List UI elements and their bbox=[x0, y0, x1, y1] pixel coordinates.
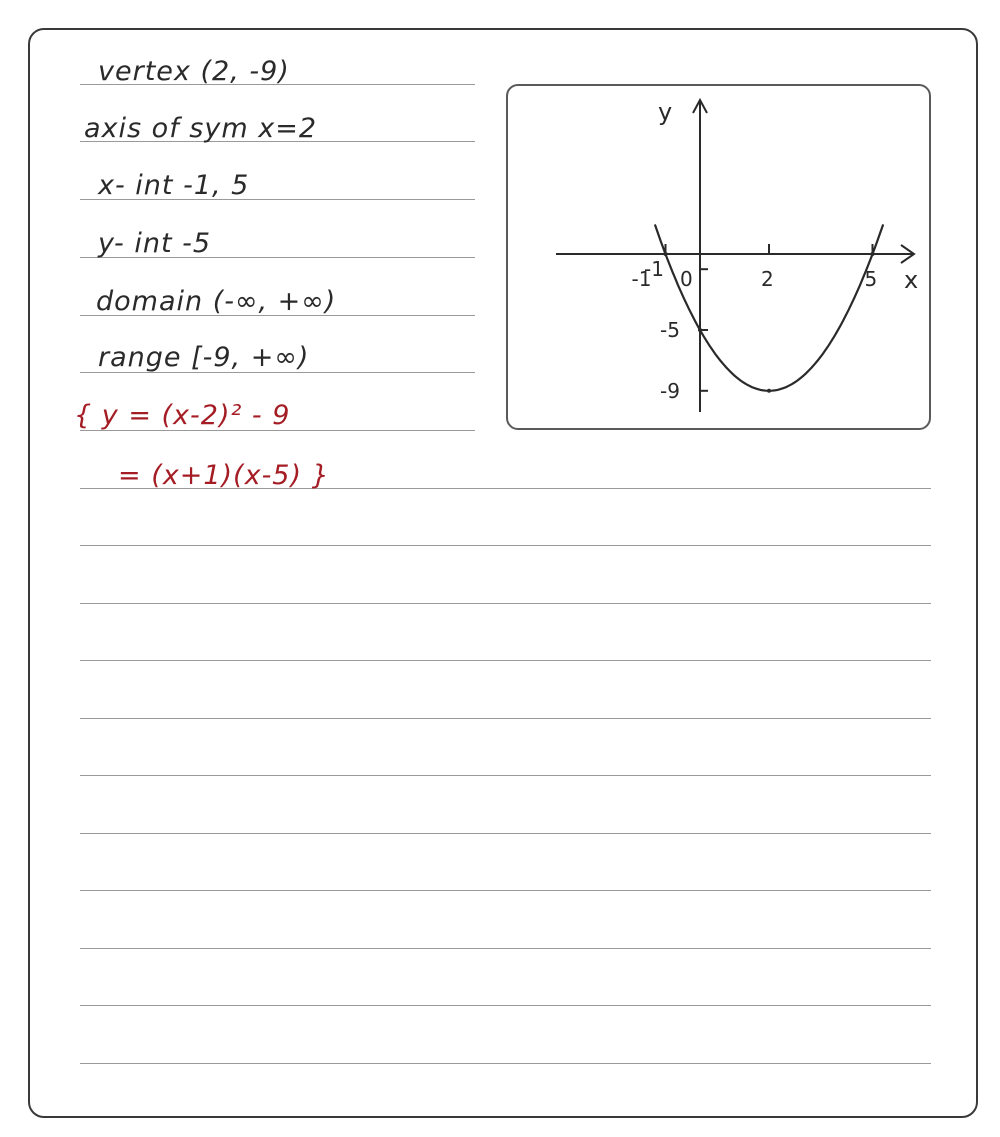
ruled-line bbox=[80, 833, 931, 834]
y-tick-label: -1 bbox=[644, 257, 664, 282]
vertex-note: vertex (2, -9) bbox=[98, 56, 290, 87]
ruled-line bbox=[80, 1005, 931, 1006]
axis-of-symmetry-note: axis of sym x=2 bbox=[84, 113, 317, 144]
x-axis-label: x bbox=[904, 266, 919, 294]
ruled-line bbox=[80, 545, 931, 546]
key-point bbox=[698, 328, 702, 332]
key-point bbox=[664, 252, 668, 256]
y-axis-label: y bbox=[658, 98, 673, 126]
x-tick-label: 5 bbox=[864, 267, 878, 291]
ruled-line bbox=[80, 1063, 931, 1064]
ruled-line bbox=[80, 718, 931, 719]
domain-note: domain (-∞, +∞) bbox=[96, 286, 337, 317]
ruled-line bbox=[80, 603, 931, 604]
x-tick-label: 2 bbox=[761, 267, 774, 291]
x-intercepts-note: x- int -1, 5 bbox=[98, 170, 250, 201]
y-tick-label: -9 bbox=[660, 378, 680, 403]
key-point bbox=[871, 252, 875, 256]
ruled-line bbox=[80, 948, 931, 949]
y-tick-label: -5 bbox=[660, 318, 680, 342]
range-note: range [-9, +∞) bbox=[98, 342, 310, 373]
parabola-graph bbox=[506, 84, 931, 430]
vertex-form-equation: { y = (x-2)² - 9 bbox=[74, 400, 291, 431]
ruled-line bbox=[80, 890, 931, 891]
factored-form-equation: = (x+1)(x-5) } bbox=[118, 460, 330, 491]
x-tick-label: -1 bbox=[631, 267, 652, 291]
ruled-line bbox=[80, 660, 931, 661]
parabola-chart bbox=[508, 86, 933, 432]
key-point bbox=[767, 389, 771, 393]
x-tick-label: 0 bbox=[680, 267, 693, 291]
y-intercept-note: y- int -5 bbox=[98, 228, 212, 259]
ruled-line bbox=[80, 775, 931, 776]
